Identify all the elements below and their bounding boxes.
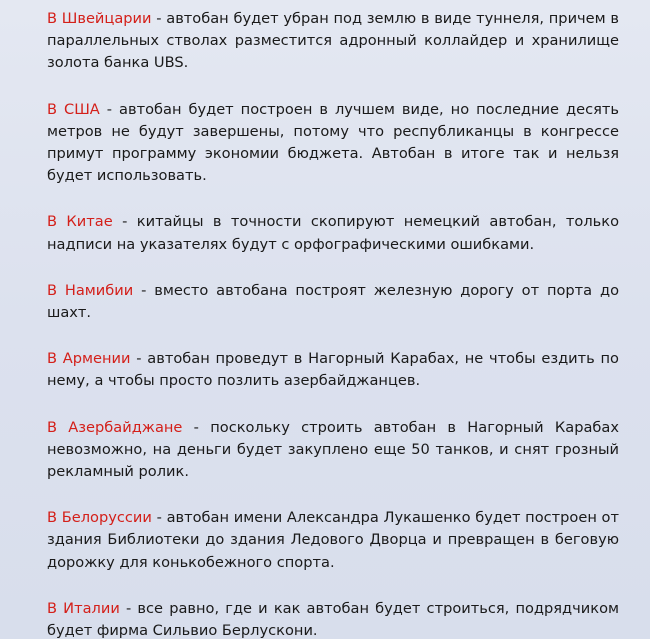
country-name: В Швейцарии [47, 10, 152, 27]
entry-namibia [47, 280, 619, 324]
entry-china [47, 211, 619, 255]
entry-text: - китайцы в точности скопируют немецкий автобан, только надписи на указателях будут с орфографическими ошибками. [47, 213, 619, 253]
country-name: В Намибии [47, 281, 134, 299]
entry-text: - вместо автобана построят железную дорогу от порта до шахт. [47, 281, 620, 322]
entry-text: - поскольку строить автобан в Нагорный Карабах невозможно, на деньги будет закуплено еще 50 танков, и снят грозный рекламный ролик. [47, 418, 619, 481]
country-name: В США [47, 100, 100, 118]
entry-italy [47, 598, 619, 639]
country-name: В Армении [47, 350, 131, 368]
entry-armenia [47, 348, 619, 392]
entry-text: - автобан имени Александра Лукашенко будет построен от здания Библиотеки до здания Ледового Дворца и превращен в беговую дорожку для конькобежного спорта. [47, 509, 619, 571]
entry-belarus [47, 507, 619, 574]
entry-switzerland [47, 8, 619, 75]
entry-azerbaijan [47, 417, 619, 484]
country-name: В Италии [47, 599, 120, 617]
country-name: В Белоруссии [47, 509, 152, 527]
country-name: В Азербайджане [47, 418, 183, 436]
entry-text: - автобан проведут в Нагорный Карабах, не чтобы ездить по нему, а чтобы просто позлить азербайджанцев. [47, 350, 619, 390]
entry-text: - автобан будет построен в лучшем виде, но последние десять метров не будут завершены, потому что республиканцы в конгрессе примут программу экономии бюджета. Автобан в итоге так и нельзя будет использовать. [47, 100, 619, 185]
entry-text: - все равно, где и как автобан будет строиться, подрядчиком будет фирма Сильвио Берлускони. [47, 599, 620, 639]
entry-text: - автобан будет убран под землю в виде туннеля, причем в параллельных стволах разместится адронный коллайдер и хранилище золота банка UBS. [47, 10, 619, 72]
country-name: В Китае [47, 213, 113, 231]
entry-usa [47, 99, 619, 188]
